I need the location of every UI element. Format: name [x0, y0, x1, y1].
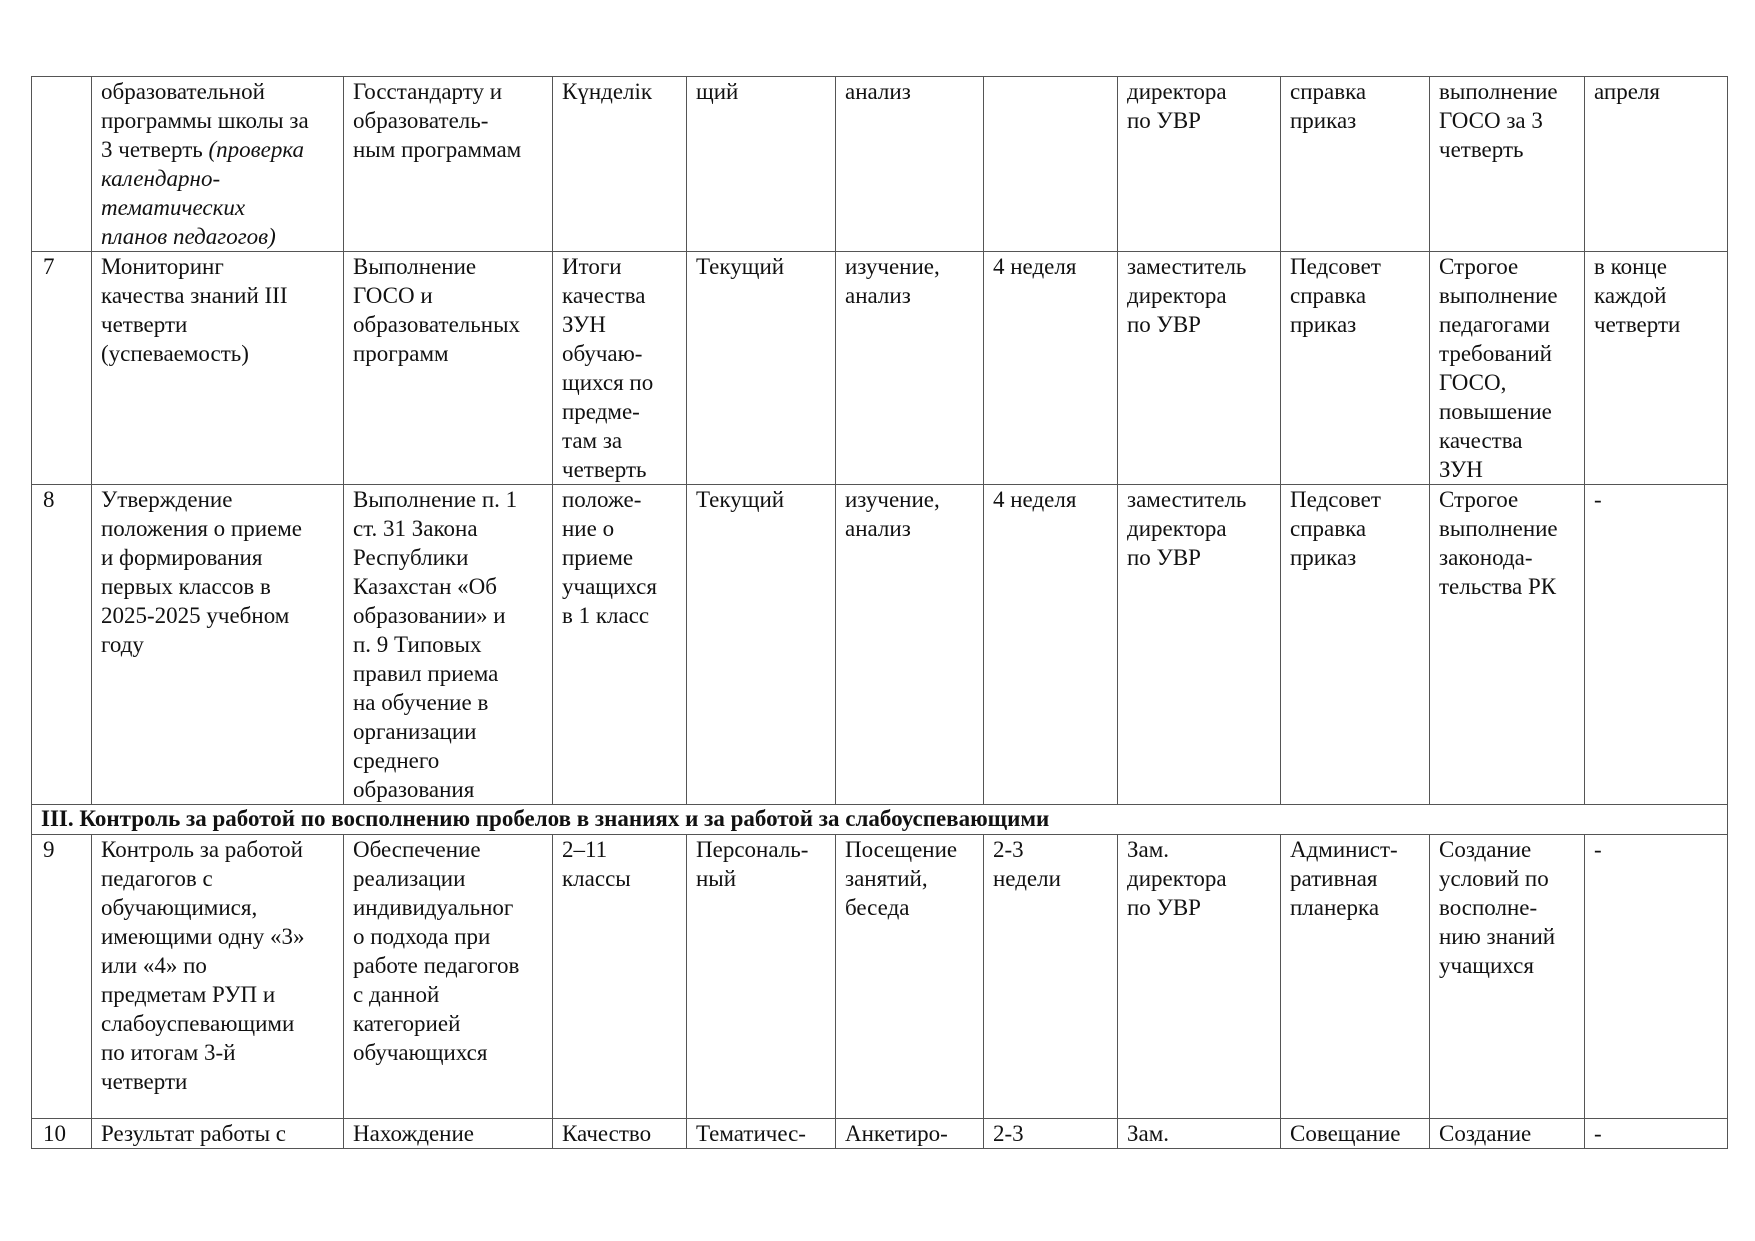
timing-cell: [984, 77, 1118, 252]
object-cell: положе- ние о приеме учащихся в 1 класс: [553, 485, 687, 805]
control-plan-table: [31, 76, 1728, 1149]
decision-cell: Создание условий по восполне- нию знаний учащихся: [1430, 835, 1585, 1119]
responsible-cell: заместитель директора по УВР: [1118, 485, 1281, 805]
row-number-cell: 10: [32, 1119, 92, 1149]
responsible-cell: директора по УВР: [1118, 77, 1281, 252]
followup-cell: -: [1585, 835, 1728, 1119]
task-cell: [92, 77, 344, 252]
summary-cell: Педсовет справка приказ: [1281, 485, 1430, 805]
goal-cell: Госстандарту и образователь- ным программам: [344, 77, 553, 252]
followup-cell: -: [1585, 1119, 1728, 1149]
task-note: (проверка календарно- тематических планов педагогов): [101, 137, 305, 249]
method-cell: Анкетиро-: [836, 1119, 984, 1149]
goal-cell: Обеспечение реализации индивидуальног о подхода при работе педагогов с данной категорией обучающихся: [344, 835, 553, 1119]
table-row: [32, 77, 1728, 252]
row-number-cell: [32, 77, 92, 252]
task-cell: Мониторинг качества знаний III четверти (успеваемость): [92, 252, 344, 485]
timing-cell: 2-3: [984, 1119, 1118, 1149]
task-text: образовательной программы школы за 3 четверть: [101, 79, 309, 162]
method-cell: изучение, анализ: [836, 252, 984, 485]
task-cell: Утверждение положения о приеме и формирования первых классов в 2025-2025 учебном году: [92, 485, 344, 805]
task-cell: Результат работы с: [92, 1119, 344, 1149]
table-row: [32, 485, 1728, 805]
timing-cell: 2-3 недели: [984, 835, 1118, 1119]
section-heading: III. Контроль за работой по восполнению пробелов в знаниях и за работой за слабоуспевающими: [32, 805, 1728, 835]
section-row: [32, 805, 1728, 835]
type-cell: щий: [687, 77, 836, 252]
followup-cell: в конце каждой четверти: [1585, 252, 1728, 485]
decision-cell: Строгое выполнение педагогами требований ГОСО, повышение качества ЗУН: [1430, 252, 1585, 485]
followup-cell: -: [1585, 485, 1728, 805]
task-cell: Контроль за работой педагогов с обучающимися, имеющими одну «3» или «4» по предметам РУП и слабоуспевающими по итогам 3-й четверти: [92, 835, 344, 1119]
table-row: [32, 252, 1728, 485]
summary-cell: Админист- ративная планерка: [1281, 835, 1430, 1119]
summary-cell: справка приказ: [1281, 77, 1430, 252]
goal-cell: Выполнение ГОСО и образовательных программ: [344, 252, 553, 485]
decision-cell: Создание: [1430, 1119, 1585, 1149]
summary-cell: Педсовет справка приказ: [1281, 252, 1430, 485]
method-cell: Посещение занятий, беседа: [836, 835, 984, 1119]
timing-cell: 4 неделя: [984, 252, 1118, 485]
type-cell: Текущий: [687, 252, 836, 485]
object-cell: Итоги качества ЗУН обучаю- щихся по предме- там за четверть: [553, 252, 687, 485]
goal-cell: Нахождение: [344, 1119, 553, 1149]
row-number-cell: 9: [32, 835, 92, 1119]
decision-cell: Строгое выполнение законода- тельства РК: [1430, 485, 1585, 805]
object-cell: Күнделік: [553, 77, 687, 252]
row-number-cell: 8: [32, 485, 92, 805]
type-cell: Персональ- ный: [687, 835, 836, 1119]
method-cell: анализ: [836, 77, 984, 252]
type-cell: Тематичес-: [687, 1119, 836, 1149]
goal-cell: Выполнение п. 1 ст. 31 Закона Республики Казахстан «Об образовании» и п. 9 Типовых правил приема на обучение в организации среднего образования: [344, 485, 553, 805]
table-row: [32, 835, 1728, 1119]
timing-cell: 4 неделя: [984, 485, 1118, 805]
responsible-cell: Зам. директора по УВР: [1118, 835, 1281, 1119]
decision-cell: выполнение ГОСО за 3 четверть: [1430, 77, 1585, 252]
object-cell: Качество: [553, 1119, 687, 1149]
row-number-cell: 7: [32, 252, 92, 485]
responsible-cell: Зам.: [1118, 1119, 1281, 1149]
summary-cell: Совещание: [1281, 1119, 1430, 1149]
followup-cell: апреля: [1585, 77, 1728, 252]
object-cell: 2–11 классы: [553, 835, 687, 1119]
responsible-cell: заместитель директора по УВР: [1118, 252, 1281, 485]
type-cell: Текущий: [687, 485, 836, 805]
method-cell: изучение, анализ: [836, 485, 984, 805]
table-row: [32, 1119, 1728, 1149]
